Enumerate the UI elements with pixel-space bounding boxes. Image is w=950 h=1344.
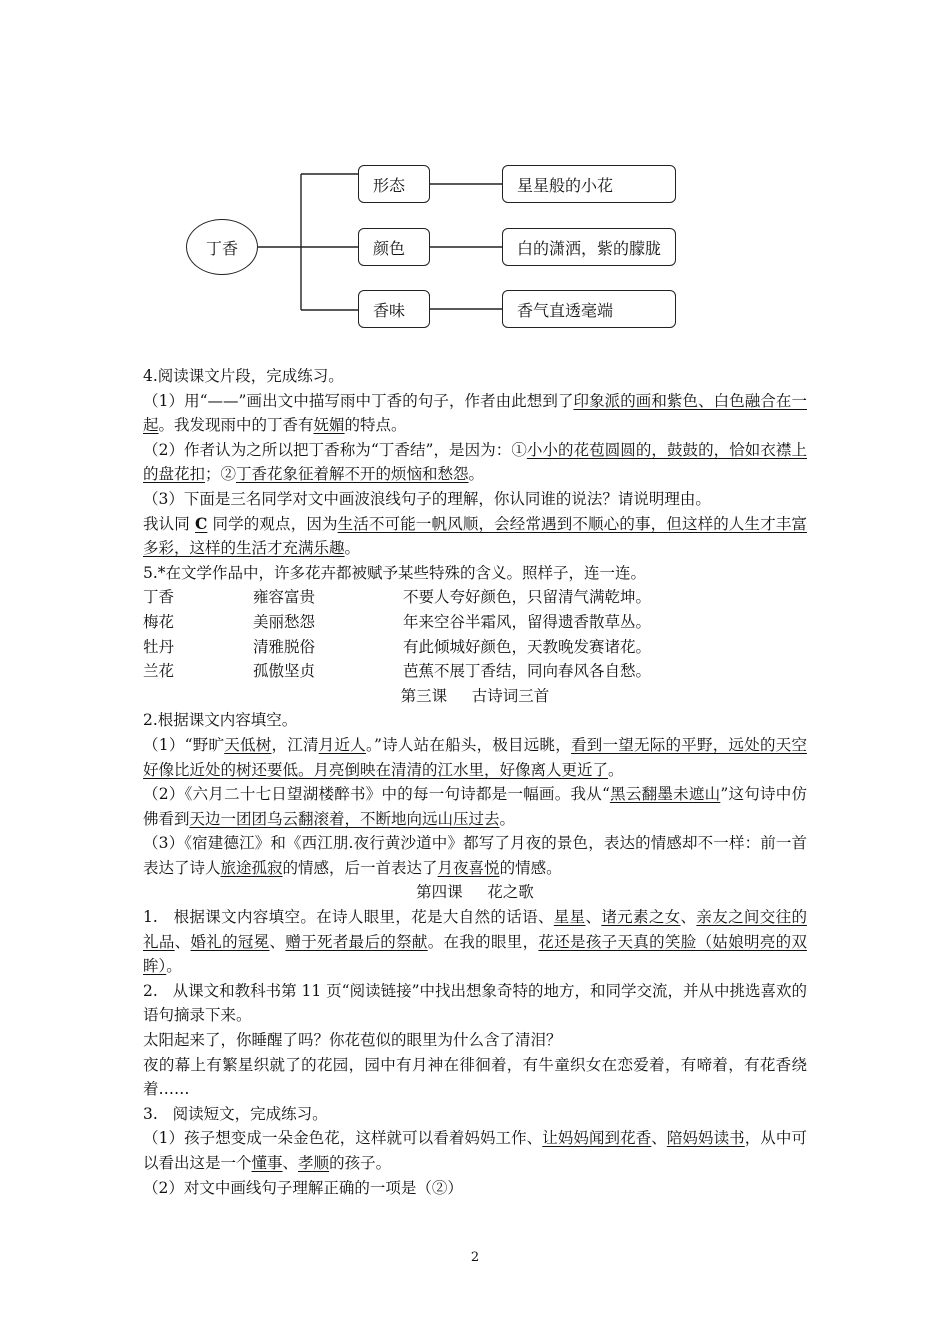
lesson-4-question-3: 3. 阅读短文，完成练习。 (143, 1104, 328, 1123)
mind-map-key-color: 颜色 (358, 228, 430, 266)
answer-underline: 生活不可能一帆风顺，会经常遇到不顺心的事，但这样的人生才丰富多彩，这样的生活才充满乐趣 (143, 514, 807, 558)
question-5-title: 5.*在文学作品中，许多花卉都被赋予某些特殊的含义。照样子，连一连。 (143, 563, 647, 582)
lesson-3-part-1: （1）“野旷天低树，江清月近人。”诗人站在船头，极目远眺，看到一望无际的平野，远处的天空好像比近处的树还要低。月亮倒映在清清的江水里，好像离人更近了。 (143, 735, 807, 779)
answer-underline: 丁香花象征着解不开的烦恼和愁怨 (236, 465, 469, 484)
mind-map-value-shape: 星星般的小花 (502, 165, 676, 203)
mind-map-connectors (0, 0, 950, 340)
question-4-title: 4.阅读课文片段，完成练习。 (143, 367, 344, 385)
question-4-part-1: （1）用“——”画出文中描写雨中丁香的句子，作者由此想到了印象派的画和紫色、白色融合在一起。我发现雨中的丁香有妩媚的特点。 (143, 391, 807, 435)
question-4-answer: 我认同 C 同学的观点，因为生活不可能一帆风顺，会经常遇到不顺心的事，但这样的人生才丰富多彩，这样的生活才充满乐趣。 (143, 513, 807, 558)
match-row: 牡丹 清雅脱俗 有此倾城好颜色，天教晚发赛诸花。 (143, 637, 652, 656)
mind-map-center-node: 丁香 (186, 219, 258, 275)
lesson-4-question-2: 2. 从课文和教科书第 11 页“阅读链接”中找出想象奇特的地方，和同学交流，并从中挑选喜欢的语句摘录下来。 (143, 981, 807, 1025)
answer-underline: 妩媚 (313, 416, 345, 435)
mind-map-key-shape: 形态 (358, 165, 430, 203)
lesson-4-question-3-part-2: （2）对文中画线句子理解正确的一项是（②） (143, 1178, 463, 1197)
lesson-4-heading: 第四课 花之歌 (416, 883, 534, 902)
lesson-3-part-3: （3）《宿建德江》和《西江朋.夜行黄沙道中》都写了月夜的景色，表达的情感却不一样：前一首表达了诗人旅途孤寂的情感，后一首表达了月夜喜悦的情感。 (143, 834, 807, 877)
mind-map-key-scent: 香味 (358, 290, 430, 328)
lesson-3-question-2: 2.根据课文内容填空。 (143, 711, 298, 730)
question-4-part-3: （3）下面是三名同学对文中画波浪线句子的理解，你认同谁的说法？请说明理由。 (143, 489, 711, 508)
question-4-part-2: （2）作者认为之所以把丁香称为“丁香结”，是因为：①小小的花苞圆圆的，鼓鼓的，恰如衣襟上的盘花扣；②丁香花象征着解不开的烦恼和愁怨。 (143, 440, 807, 484)
lesson-4-question-3-part-1: （1）孩子想变成一朵金色花，这样就可以看着妈妈工作、让妈妈闻到花香、陪妈妈读书，从中可以看出这是一个懂事、孝顺的孩子。 (143, 1129, 807, 1172)
lesson-3-part-2: （2）《六月二十七日望湖楼醉书》中的每一句诗都是一幅画。我从“黑云翻墨未遮山”这句诗中仿佛看到天边一团团乌云翻滚着，不断地向远山压过去。 (143, 785, 807, 828)
lilac-mind-map (0, 0, 950, 340)
answer-underline: 小小的花苞圆圆的，鼓鼓的，恰如衣襟上的盘花扣 (143, 440, 807, 484)
lesson-4-excerpt-2: 夜的幕上有繁星织就了的花园，园中有月神在徘徊着，有牛童织女在恋爱着，有啼着，有花香绕着…… (143, 1055, 807, 1099)
lesson-3-heading: 第三课 古诗词三首 (400, 686, 550, 705)
lesson-4-excerpt-1: 太阳起来了，你睡醒了吗？你花苞似的眼里为什么含了清泪？ (143, 1031, 562, 1050)
exercise-text (143, 364, 807, 1200)
lesson-4-question-1: 1. 根据课文内容填空。在诗人眼里，花是大自然的话语、星星、诸元素之女、亲友之间交往的礼品、婚礼的冠冕、赠于死者最后的祭献。在我的眼里，花还是孩子天真的笑脸（姑娘明亮的双眸）。 (143, 908, 807, 976)
page-number: 2 (470, 1250, 480, 1265)
answer-choice: C (195, 513, 208, 533)
match-row: 兰花 孤傲坚贞 芭蕉不展丁香结，同向春风各自愁。 (143, 662, 652, 681)
match-row: 梅花 美丽愁怨 年来空谷半霜风，留得遗香散草丛。 (143, 612, 652, 631)
mind-map-value-color: 白的潇洒，紫的朦胧 (502, 228, 676, 266)
answer-underline: 印象派的画和紫色、白色融合在一起 (143, 391, 807, 435)
match-row: 丁香 雍容富贵 不要人夸好颜色，只留清气满乾坤。 (143, 588, 652, 607)
mind-map-value-scent: 香气直透毫端 (502, 290, 676, 328)
